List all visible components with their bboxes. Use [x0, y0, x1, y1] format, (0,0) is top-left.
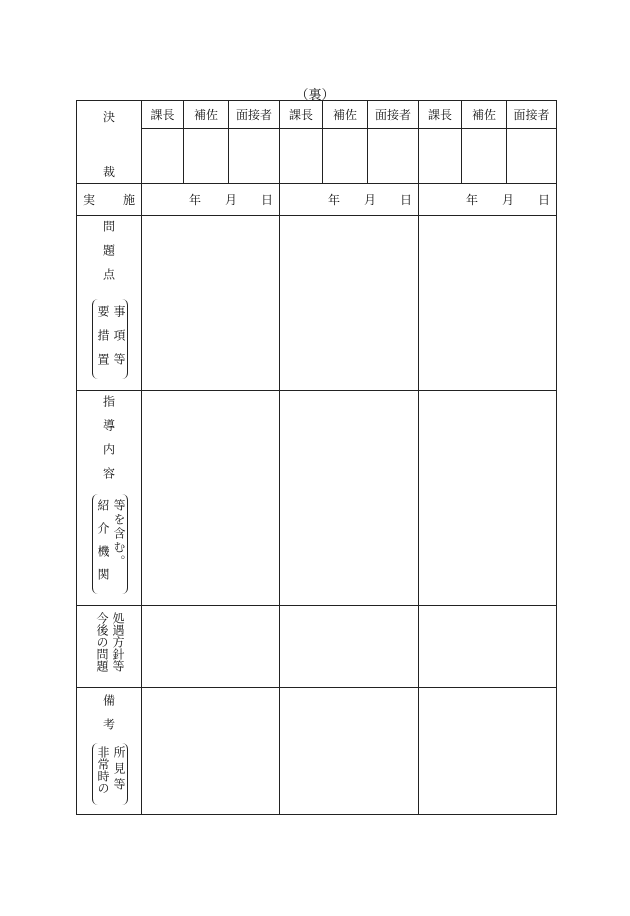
role-interviewer-2: 面接者 [368, 101, 419, 129]
guidance-label-cell [77, 391, 142, 606]
year-label: 年 [327, 193, 340, 207]
entry-cell[interactable] [142, 391, 280, 606]
year-label: 年 [465, 193, 478, 207]
day-label: 日 [399, 193, 412, 207]
role-deputy-3: 補佐 [462, 101, 507, 129]
entry-cell[interactable] [280, 606, 419, 688]
role-chief-3: 課長 [419, 101, 462, 129]
date-field-3[interactable] [419, 184, 557, 216]
implementation-label-b: 施 [122, 193, 135, 207]
role-chief-1: 課長 [142, 101, 184, 129]
stamp-cell[interactable] [368, 129, 419, 184]
implementation-label-a: 実 [83, 193, 96, 207]
entry-cell[interactable] [280, 688, 419, 815]
role-chief-2: 課長 [280, 101, 323, 129]
guidance-sub-left: 紹介機関 [96, 499, 110, 591]
month-label: 月 [224, 193, 237, 207]
entry-cell[interactable] [280, 216, 419, 391]
problem-sub-right: 事項 [112, 305, 126, 353]
entry-cell[interactable] [419, 391, 557, 606]
entry-cell[interactable] [280, 391, 419, 606]
remarks-label-cell [77, 688, 142, 815]
remarks-label: 備考 [101, 694, 116, 742]
page-title: （裏） [295, 88, 335, 103]
year-label: 年 [188, 193, 201, 207]
month-label: 月 [501, 193, 514, 207]
future-issues-label-cell [77, 606, 142, 688]
entry-cell[interactable] [142, 216, 280, 391]
future-issues-row [77, 606, 557, 688]
date-field-1[interactable] [142, 184, 280, 216]
stamp-cell[interactable] [507, 129, 557, 184]
remarks-sub-left: 非常時の [96, 746, 110, 794]
approval-label-top: 決 [102, 110, 115, 124]
entry-cell[interactable] [419, 216, 557, 391]
role-interviewer-3: 面接者 [507, 101, 557, 129]
month-label: 月 [363, 193, 376, 207]
stamp-cell[interactable] [323, 129, 368, 184]
future-issues-line1: 処遇方針等 [111, 612, 125, 672]
stamp-cell[interactable] [462, 129, 507, 184]
day-label: 日 [260, 193, 273, 207]
future-issues-line2: 今後の問題 [95, 612, 109, 672]
stamp-cell[interactable] [419, 129, 462, 184]
approval-stamp-row [77, 129, 557, 184]
guidance-sub-right: 等を含む。 [112, 499, 126, 569]
guidance-row [77, 391, 557, 606]
day-label: 日 [537, 193, 550, 207]
record-form [76, 100, 557, 815]
stamp-cell[interactable] [184, 129, 229, 184]
stamp-cell[interactable] [142, 129, 184, 184]
entry-cell[interactable] [142, 688, 280, 815]
guidance-label: 指導内容 [101, 395, 116, 491]
implementation-label-cell [77, 184, 142, 216]
stamp-cell[interactable] [280, 129, 323, 184]
role-deputy-1: 補佐 [184, 101, 229, 129]
entry-cell[interactable] [419, 688, 557, 815]
implementation-row [77, 184, 557, 216]
approval-label-cell [77, 101, 142, 184]
approval-header-row [77, 101, 557, 129]
remarks-row [77, 688, 557, 815]
role-interviewer-1: 面接者 [229, 101, 280, 129]
problem-points-row [77, 216, 557, 391]
remarks-sub-right: 所見等 [112, 746, 126, 794]
entry-cell[interactable] [142, 606, 280, 688]
problem-points-label: 問題点 [101, 220, 116, 292]
date-field-2[interactable] [280, 184, 419, 216]
approval-label-bottom: 裁 [102, 165, 115, 179]
role-deputy-2: 補佐 [323, 101, 368, 129]
problem-sub-left: 要措置 [96, 305, 110, 377]
stamp-cell[interactable] [229, 129, 280, 184]
problem-points-label-cell [77, 216, 142, 391]
problem-sub-right2: 等 [112, 353, 126, 365]
entry-cell[interactable] [419, 606, 557, 688]
